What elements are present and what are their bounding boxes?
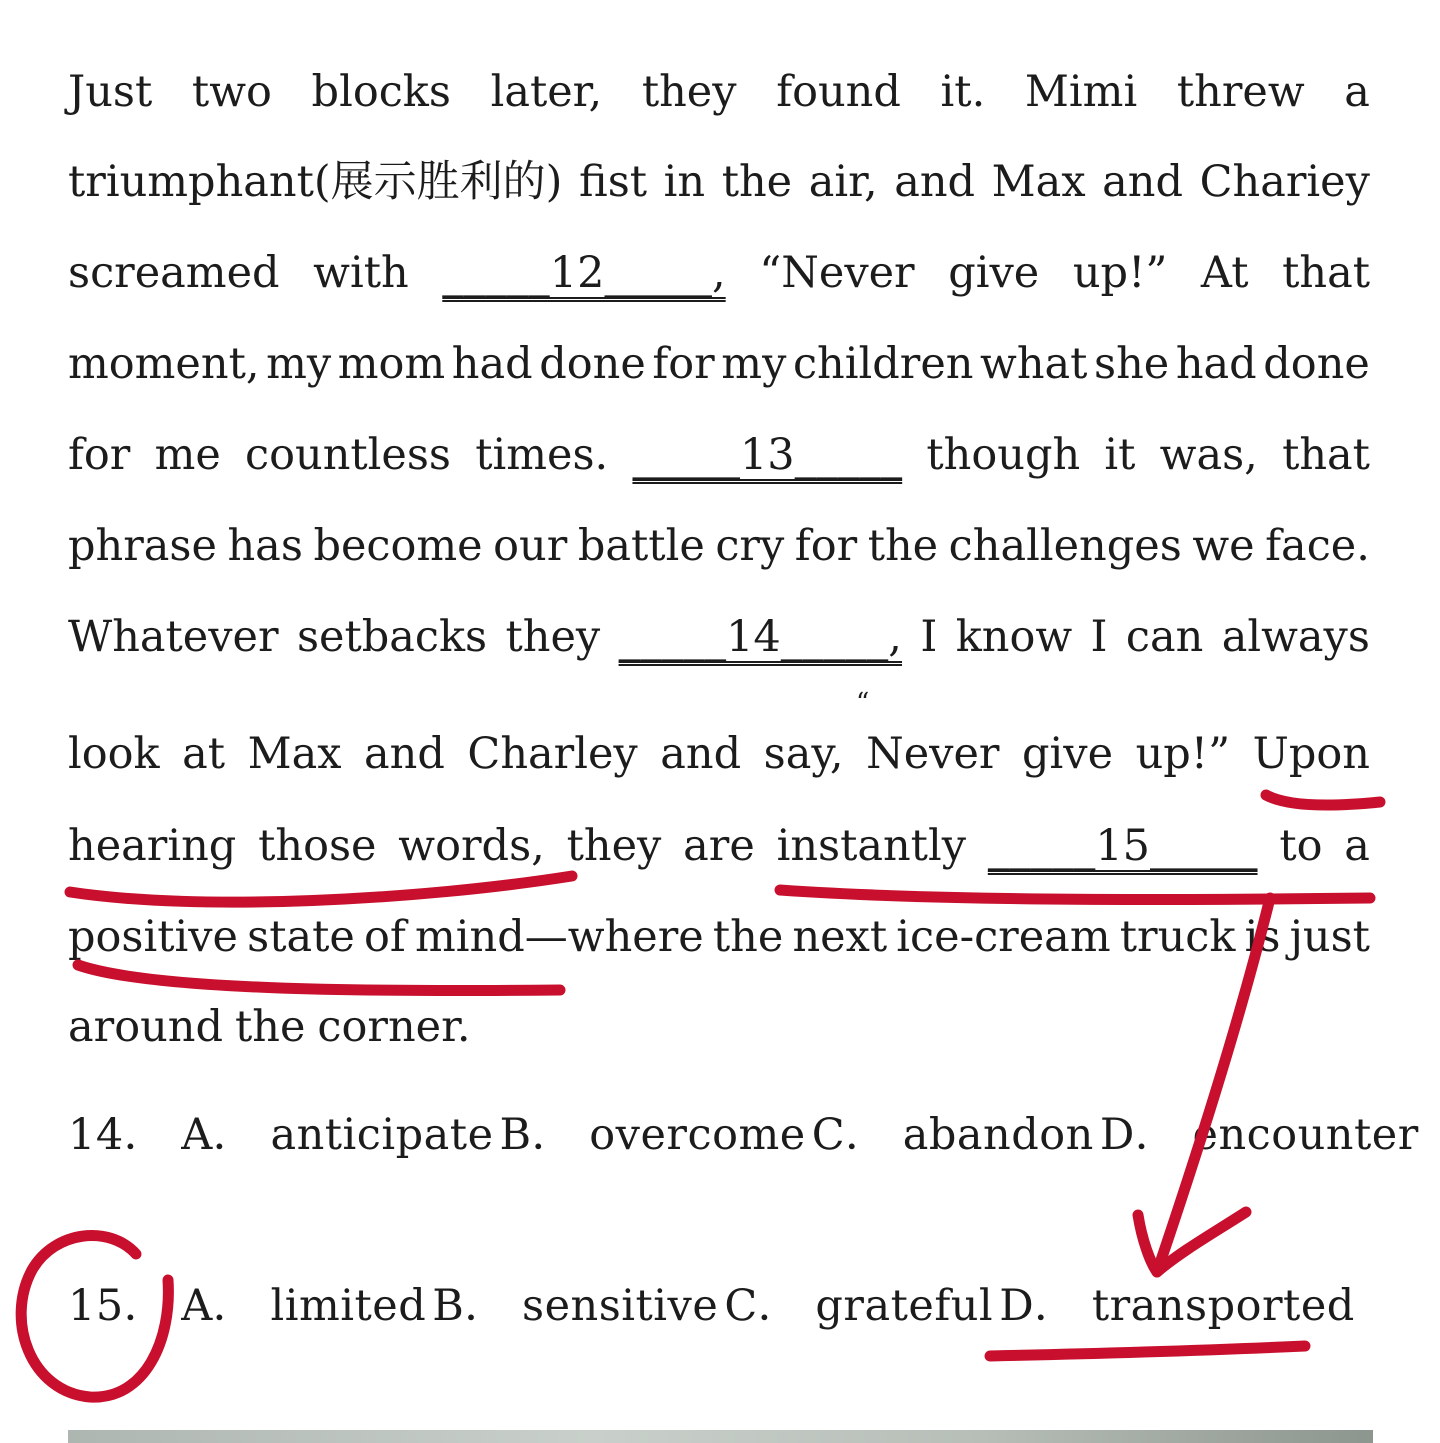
word: face. <box>1265 521 1370 571</box>
word: words, <box>398 821 545 871</box>
word: challenges <box>948 521 1182 571</box>
word: Never <box>866 729 1000 779</box>
word: corner. <box>317 1002 471 1052</box>
word: battle <box>577 521 705 571</box>
word: me <box>154 430 221 480</box>
ink-arrow-head <box>1138 1212 1246 1272</box>
word: later, <box>490 67 603 117</box>
word: cry <box>715 521 785 571</box>
word: air, <box>808 157 878 207</box>
ink-underline-upon <box>1266 795 1380 805</box>
word: setbacks <box>296 612 488 662</box>
answer-blank: _____12_____, <box>442 248 726 298</box>
word: always <box>1221 612 1370 662</box>
word: blocks <box>311 67 451 117</box>
word: a <box>1344 821 1370 871</box>
word: the <box>867 521 939 571</box>
word: with <box>313 248 409 298</box>
word: Mimi <box>1024 67 1138 117</box>
word: triumphant(展示胜利的) <box>68 157 563 207</box>
word: around <box>68 1002 223 1052</box>
word: countless <box>245 430 452 480</box>
word: what <box>980 339 1088 389</box>
word: the <box>721 157 793 207</box>
word: next <box>792 912 888 962</box>
answer-blank: _____14_____, <box>618 612 902 662</box>
word: know <box>955 612 1073 662</box>
word: for <box>652 339 715 389</box>
word: ice-cream <box>896 912 1111 962</box>
word: that <box>1282 430 1370 480</box>
option-c: C． grateful <box>724 1281 994 1331</box>
word: moment, <box>68 339 260 389</box>
word: found <box>776 67 901 117</box>
word: done <box>539 339 646 389</box>
word: instantly <box>776 821 967 871</box>
word: become <box>313 521 483 571</box>
word: give <box>1022 729 1114 779</box>
word: had <box>451 339 533 389</box>
word: the <box>712 912 784 962</box>
word: give <box>948 248 1040 298</box>
word: for <box>794 521 858 571</box>
option-d: D． transported <box>999 1281 1355 1331</box>
word: and <box>894 157 976 207</box>
word: positive <box>68 912 239 962</box>
word: my <box>266 339 332 389</box>
word: a <box>1344 67 1370 117</box>
word: my <box>721 339 787 389</box>
ink-underline-instantly <box>780 890 1370 900</box>
word: to <box>1279 821 1323 871</box>
word: had <box>1175 339 1257 389</box>
word: we <box>1192 521 1255 571</box>
word: they <box>566 821 662 871</box>
word: and <box>1102 157 1184 207</box>
ink-circle-15 <box>21 1236 168 1398</box>
word: has <box>227 521 303 571</box>
ink-arrow-line <box>1157 898 1270 1272</box>
word: threw <box>1176 67 1305 117</box>
word: at <box>182 729 226 779</box>
word: it <box>1104 430 1136 480</box>
photo-edge <box>68 1430 1373 1443</box>
word: just <box>1289 912 1370 962</box>
ink-underline-transported <box>990 1346 1305 1356</box>
word: up!” <box>1135 729 1231 779</box>
word: they <box>641 67 737 117</box>
word: those <box>258 821 377 871</box>
word: they <box>505 612 601 662</box>
word: in <box>663 157 706 207</box>
word: our <box>493 521 568 571</box>
word: mom <box>337 339 446 389</box>
option-b: B． overcome <box>499 1110 806 1160</box>
word: two <box>191 67 272 117</box>
ink-underline-hearing <box>70 876 572 902</box>
option-a: A． anticipate <box>181 1110 494 1160</box>
word: Chariey <box>1199 157 1370 207</box>
word: times. <box>475 430 609 480</box>
word: can <box>1125 612 1204 662</box>
word: is <box>1244 912 1281 962</box>
word: Whatever <box>68 612 279 662</box>
word: done <box>1263 339 1370 389</box>
word: for <box>68 430 131 480</box>
word: was, <box>1159 430 1258 480</box>
option-a: A． limited <box>181 1281 427 1331</box>
question-number: 15． <box>68 1281 168 1331</box>
word: state <box>247 912 355 962</box>
word: though <box>926 430 1081 480</box>
word: I <box>920 612 938 662</box>
word: that <box>1282 248 1370 298</box>
word: Max <box>991 157 1086 207</box>
word: screamed <box>68 248 280 298</box>
word: of <box>364 912 406 962</box>
word: “Never <box>759 248 915 298</box>
word: children <box>792 339 974 389</box>
word: and <box>660 729 742 779</box>
word: Charley <box>467 729 638 779</box>
word: and <box>364 729 445 779</box>
ink-underline-positive <box>78 965 560 991</box>
word: look <box>68 729 160 779</box>
word: truck <box>1119 912 1236 962</box>
word: up!” <box>1072 248 1168 298</box>
word: At <box>1200 248 1249 298</box>
word: fist <box>579 157 648 207</box>
word: are <box>683 821 755 871</box>
word: phrase <box>68 521 217 571</box>
word: Upon <box>1252 729 1370 779</box>
word: the <box>235 1002 306 1052</box>
option-c: C． abandon <box>811 1110 1094 1160</box>
question-number: 14． <box>68 1110 168 1160</box>
word: I <box>1090 612 1108 662</box>
word: say, <box>763 729 844 779</box>
word: it. <box>940 67 986 117</box>
answer-blank: _____15_____ <box>987 821 1258 871</box>
answer-blank: _____13_____ <box>632 430 903 480</box>
word: hearing <box>68 821 237 871</box>
word: Max <box>247 729 342 779</box>
option-b: B． sensitive <box>432 1281 719 1331</box>
word: mind—where <box>415 912 704 962</box>
word: Just <box>68 67 153 117</box>
word: she <box>1094 339 1170 389</box>
option-d: D． encounter <box>1099 1110 1419 1160</box>
quote-mark: “ <box>856 688 870 718</box>
